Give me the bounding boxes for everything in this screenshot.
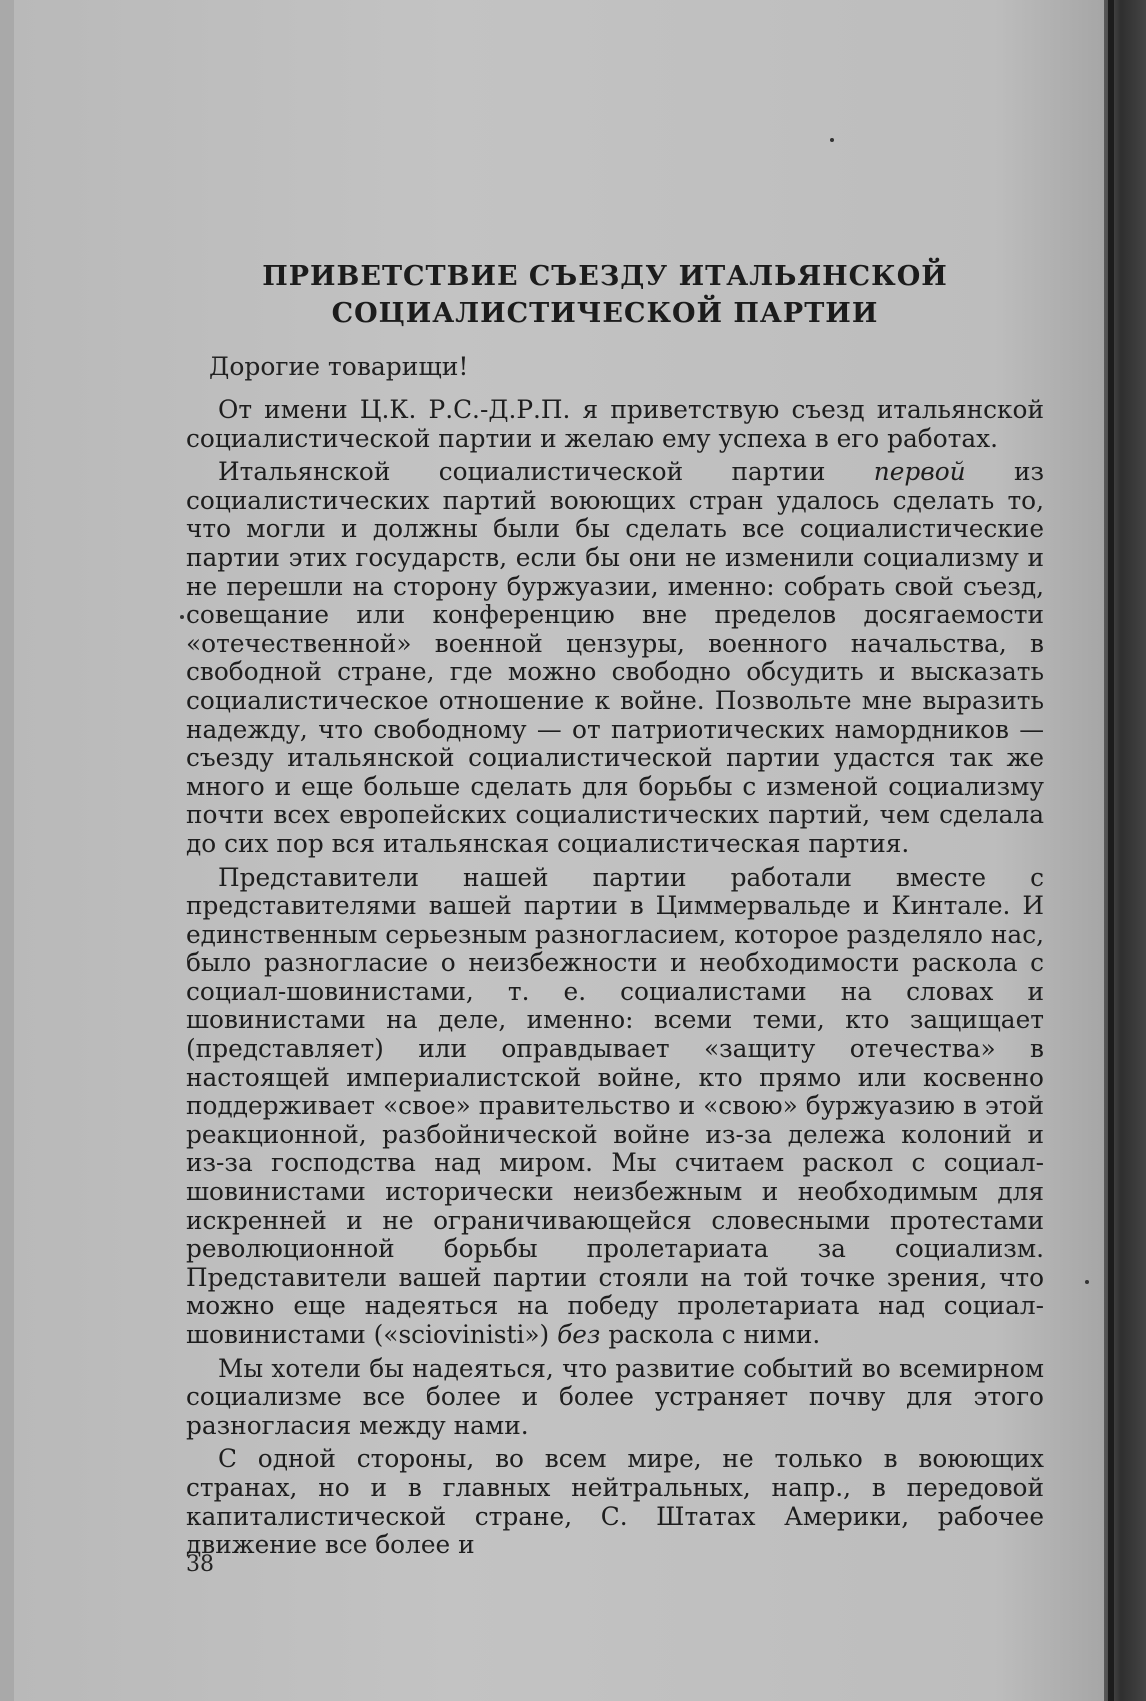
paragraph-2-start: Итальянской социалистической партии bbox=[218, 457, 874, 487]
paragraph-2-emphasis: первой bbox=[873, 457, 966, 487]
print-speck bbox=[1085, 1280, 1089, 1284]
print-speck bbox=[180, 615, 184, 619]
paragraph-3 bbox=[186, 864, 1044, 1350]
paragraph-2 bbox=[186, 458, 1044, 858]
paragraph-2-end: из социалистических партий воюющих стран удалось сделать то, что могли и должны были бы сделать все социалистические партии этих государств, если бы они не изменили социализму и не перешли на сторону буржуазии, именно: собрать свой съезд, совещание или конференцию вне пределов досягаемости «отечественной» военной цензуры, военного начальства, в свободной стране, где можно свободно обсудить и высказать социалистическое отношение к войне. Позвольте мне выразить надежду, что свободному — от патриотических намордников — съезду итальянской социалистической партии удастся так же много и еще больше сделать для борьбы с изменой социализму почти всех европейских социалистических партий, чем сделала до сих пор вся итальянская социалистическая партия. bbox=[186, 457, 1044, 858]
greeting: Дорогие товарищи! bbox=[209, 352, 469, 381]
page-number: 38 bbox=[186, 1552, 214, 1577]
spine-edge bbox=[1108, 0, 1114, 1701]
paragraph-1: От имени Ц.К. Р.С.-Д.Р.П. я приветствую съезд итальянской социалистической партии и желаю ему успеха в его работах. bbox=[186, 395, 1044, 453]
paragraph-4: Мы хотели бы надеяться, что развитие событий во всемирном социализме все более и более устраняет почву для этого разногласия между нами. bbox=[186, 1353, 1044, 1440]
print-speck bbox=[830, 138, 834, 142]
paragraph-3-start: Представители нашей партии работали вместе с представителями вашей партии в Циммервальде и Кинтале. И единственным серьезным разногласием, которое разделяло нас, было разногласие о неизбежности и необходимости раскола с социал-шовинистами, т. е. социалистами на словах и шовинистами на деле, именно: всеми теми, кто защищает (представляет) или оправдывает «защиту отечества» в настоящей империалистской войне, кто прямо или косвенно поддерживает «свое» правительство и «свою» буржуазию в этой реакционной, разбойнической войне из-за дележа колоний и из-за господства над миром. Мы считаем раскол с социал-шовинистами исторически неизбежным и необходимым для искренней и не ограничивающейся словесными протестами революционной борьбы пролетариата за социализм. Представители вашей партии стояли на той точке зрения, что можно еще надеяться на победу пролетариата над социал-шовинистами («sciovinisti») bbox=[186, 862, 1044, 1349]
paragraph-3-end: раскола с ними. bbox=[600, 1320, 821, 1349]
heading-line-2: СОЦИАЛИСТИЧЕСКОЙ ПАРТИИ bbox=[331, 298, 879, 329]
body-text bbox=[186, 396, 1044, 1565]
heading-line-1: ПРИВЕТСТВИЕ СЪЕЗДУ ИТАЛЬЯНСКОЙ bbox=[262, 261, 948, 292]
paragraph-5: С одной стороны, во всем мире, не только в воюющих странах, но и в главных нейтральных, напр., в передовой капиталистической стране, С. Штатах Америки, рабочее движение все более и bbox=[186, 1444, 1044, 1560]
page-heading bbox=[180, 258, 1030, 332]
paragraph-3-emphasis: без bbox=[557, 1320, 601, 1349]
